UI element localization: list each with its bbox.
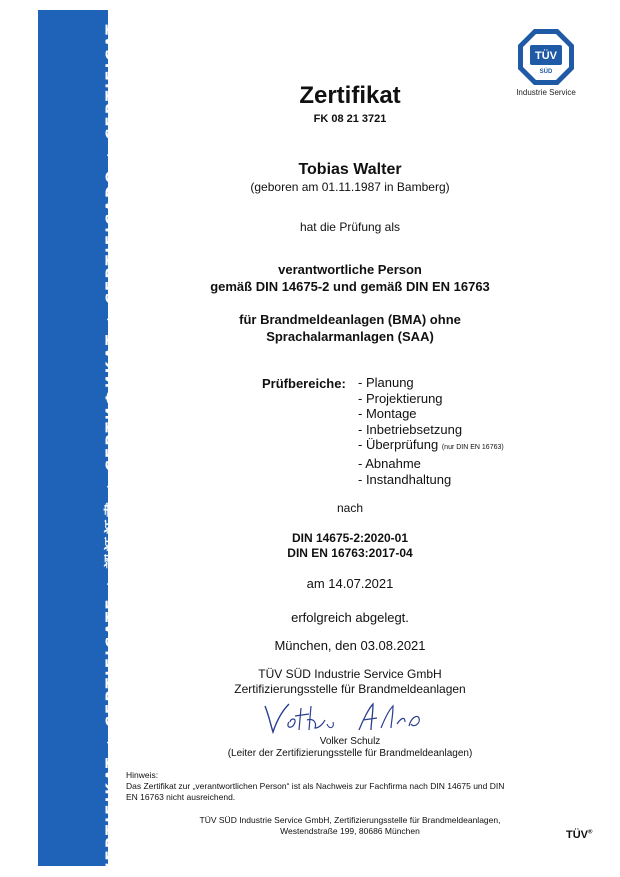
- list-item: - Abnahme: [358, 455, 421, 471]
- logo-brand: TÜV: [535, 50, 557, 62]
- signatory-role: (Leiter der Zertifizierungsstelle für Brandmeldeanlagen): [227, 748, 473, 759]
- role-line-2: gemäß DIN 14675-2 und gemäß DIN EN 16763: [210, 279, 490, 294]
- standard-line-2: DIN EN 16763:2017-04: [287, 546, 413, 560]
- certificate-number: FK 08 21 3721: [313, 113, 387, 125]
- tuv-octagon-icon: [517, 28, 575, 86]
- list-item-note: (nur DIN EN 16763): [441, 444, 504, 452]
- holder-birth: (geboren am 01.11.1987 in Bamberg): [250, 180, 450, 194]
- logo-caption: Industrie Service: [516, 88, 576, 97]
- holder-name: Tobias Walter: [298, 161, 402, 178]
- notice-label: Hinweis:: [126, 770, 159, 780]
- list-item: - Montage: [358, 406, 417, 422]
- list-item: - Instandhaltung: [358, 471, 452, 487]
- issuer-department: Zertifizierungsstelle für Brandmeldeanlagen: [234, 682, 466, 696]
- role-line-1: verantwortliche Person: [278, 262, 422, 277]
- tuv-trademark: TÜV®: [566, 829, 593, 841]
- notice-block: [126, 770, 516, 803]
- side-band-text: ZERTIFIKAT ◆ CERTIFICATE ◆ 認証証書 ◆ СЕРТИФИКАТ ◆ CERTIFICADO ◆ CERTIFICAT: [102, 22, 121, 874]
- footer-line-1: TÜV SÜD Industrie Service GmbH, Zertifizierungsstelle für Brandmeldeanlagen,: [199, 815, 501, 825]
- exam-date: am 14.07.2021: [306, 576, 394, 591]
- list-item: - Projektierung: [358, 390, 443, 406]
- issuer-org: TÜV SÜD Industrie Service GmbH: [258, 667, 442, 681]
- certificate-title: Zertifikat: [299, 82, 401, 109]
- certificate-side-band: [38, 10, 121, 874]
- system-line-1: für Brandmeldeanlagen (BMA) ohne: [239, 312, 461, 327]
- system-line-2: Sprachalarmanlagen (SAA): [266, 329, 434, 344]
- footer-line-2: Westendstraße 199, 80686 München: [280, 826, 420, 836]
- exam-areas-label: Prüfbereiche:: [262, 376, 346, 391]
- exam-areas-list: [358, 375, 504, 487]
- logo-sub-brand: SÜD: [539, 69, 553, 75]
- standard-line-1: DIN 14675-2:2020-01: [291, 531, 409, 545]
- exam-result: erfolgreich abgelegt.: [291, 610, 409, 625]
- passed-intro: hat die Prüfung als: [299, 220, 401, 234]
- list-item: - Überprüfung (nur DIN EN 16763): [358, 437, 504, 453]
- footer-address: [110, 815, 593, 837]
- list-item: - Planung: [358, 375, 414, 390]
- signatory-name: Volker Schulz: [319, 736, 381, 747]
- issue-place-date: München, den 03.08.2021: [274, 638, 426, 653]
- notice-text: Das Zertifikat zur „verantwortlichen Person“ ist als Nachweis zur Fachfirma nach DIN 14675 und DIN EN 16763 nicht ausreichend.: [126, 781, 505, 802]
- registered-symbol: ®: [588, 829, 593, 836]
- handwritten-signature: [255, 698, 455, 738]
- nach-label: nach: [336, 501, 364, 515]
- list-item: - Inbetriebsetzung: [358, 421, 463, 437]
